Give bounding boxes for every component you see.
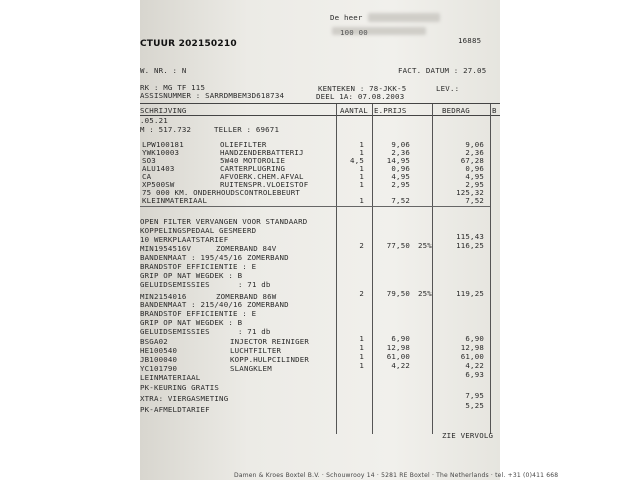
part-amount: 9,06 bbox=[465, 140, 484, 149]
part-code: CA bbox=[142, 172, 152, 181]
service-amount: 125,32 bbox=[456, 188, 484, 197]
header-rule bbox=[140, 103, 500, 104]
part-code: KLEINMATERIAAL bbox=[142, 196, 208, 205]
part-unit-price: 7,52 bbox=[391, 196, 410, 205]
tire-size: BANDENMAAT : 195/45/16 ZOMERBAND bbox=[140, 253, 289, 262]
tire-amount: 116,25 bbox=[456, 241, 484, 250]
part-description: LUCHTFILTER bbox=[230, 346, 282, 355]
part-unit-price: 2,36 bbox=[391, 148, 410, 157]
tire-noise-label: GELUIDSEMISSIES bbox=[140, 280, 210, 289]
work-date: .05.21 bbox=[140, 116, 168, 125]
col-quantity: AANTAL bbox=[340, 106, 368, 115]
part-quantity: 1 bbox=[359, 196, 364, 205]
partial-address-line: 100 00 bbox=[340, 28, 368, 37]
recipient-prefix: De heer bbox=[330, 13, 363, 22]
part-quantity: 1 bbox=[359, 361, 364, 370]
part-amount: 6,90 bbox=[465, 334, 484, 343]
tire-fuel-efficiency: BRANDSTOF EFFICIENTIE : E bbox=[140, 309, 257, 318]
part-description: 5W40 MOTOROLIE bbox=[220, 156, 286, 165]
tire-code: MIN1954516V bbox=[140, 244, 192, 253]
part-code: ALU1403 bbox=[142, 164, 175, 173]
part-code: XP500SW bbox=[142, 180, 175, 189]
part-quantity: 4,5 bbox=[350, 156, 364, 165]
part-description: SLANGKLEM bbox=[230, 364, 272, 373]
background-right bbox=[500, 0, 640, 480]
tire-discount: 25% bbox=[418, 241, 432, 250]
part-description: RUITENSPR.VLOEISTOF bbox=[220, 180, 309, 189]
part-amount: 2,36 bbox=[465, 148, 484, 157]
part-description: HANDZENDERBATTERIJ bbox=[220, 148, 304, 157]
part-amount: 7,52 bbox=[465, 196, 484, 205]
extra-amount: 6,93 bbox=[465, 370, 484, 379]
part-amount: 12,98 bbox=[460, 343, 484, 352]
part-code: BSGA02 bbox=[140, 337, 168, 346]
tire-quantity: 2 bbox=[359, 289, 364, 298]
part-code: LPW100181 bbox=[142, 140, 184, 149]
part-description: INJECTOR REINIGER bbox=[230, 337, 310, 346]
part-description: OLIEFILTER bbox=[220, 140, 267, 149]
invoice-title: CTUUR 202150210 bbox=[140, 39, 237, 49]
col-amount: BEDRAG bbox=[442, 106, 470, 115]
tire-fuel-efficiency: BRANDSTOF EFFICIENTIE : E bbox=[140, 262, 257, 271]
tire-wet-grip: GRIP OP NAT WEGDEK : B bbox=[140, 318, 243, 327]
part-description: KOPP.HULPCILINDER bbox=[230, 355, 310, 364]
divider-qty bbox=[336, 104, 337, 434]
tire-noise-value: : 71 db bbox=[238, 280, 271, 289]
part-code: YWK10003 bbox=[142, 148, 180, 157]
part-code: YC101790 bbox=[140, 364, 178, 373]
car-model: RK : MG TF 115 bbox=[140, 83, 206, 92]
extra-label: XTRA: VIERGASMETING bbox=[140, 394, 229, 403]
extra-label: LEINMATERIAAL bbox=[140, 373, 201, 382]
col-description: SCHRIJVING bbox=[140, 106, 187, 115]
extra-label: PK-KEURING GRATIS bbox=[140, 383, 220, 392]
part-amount: 4,22 bbox=[465, 361, 484, 370]
tire-amount: 119,25 bbox=[456, 289, 484, 298]
invoice-paper bbox=[140, 0, 559, 480]
service-description: 75 000 KM. ONDERHOUDSCONTROLEBEURT bbox=[142, 188, 301, 197]
col-vat: B bbox=[492, 106, 497, 115]
labour-amount: 115,43 bbox=[456, 232, 484, 241]
part-unit-price: 14,95 bbox=[386, 156, 410, 165]
part-amount: 2,95 bbox=[465, 180, 484, 189]
background-left bbox=[0, 0, 140, 480]
mileage: M : 517.732 bbox=[140, 125, 192, 134]
redacted-name bbox=[368, 13, 440, 22]
tire-noise-label: GELUIDSEMISSIES bbox=[140, 327, 210, 336]
divider-vat bbox=[490, 104, 491, 434]
tire-discount: 25% bbox=[418, 289, 432, 298]
part-quantity: 1 bbox=[359, 352, 364, 361]
tire-quantity: 2 bbox=[359, 241, 364, 250]
part-unit-price: 6,90 bbox=[391, 334, 410, 343]
part-code: JB100040 bbox=[140, 355, 178, 364]
part-quantity: 1 bbox=[359, 148, 364, 157]
extra-label: PK-AFMELDTARIEF bbox=[140, 405, 210, 414]
part-quantity: 1 bbox=[359, 180, 364, 189]
column-header-rule bbox=[140, 115, 500, 116]
btw-number: W. NR. : N bbox=[140, 66, 187, 75]
part-unit-price: 12,98 bbox=[386, 343, 410, 352]
tire-unit-price: 79,50 bbox=[386, 289, 410, 298]
part-description: CARTERPLUGRING bbox=[220, 164, 286, 173]
part-unit-price: 0,96 bbox=[391, 164, 410, 173]
part-amount: 67,28 bbox=[460, 156, 484, 165]
part-amount: 4,95 bbox=[465, 172, 484, 181]
tire-unit-price: 77,50 bbox=[386, 241, 410, 250]
divider-amount bbox=[432, 104, 433, 434]
part-unit-price: 61,00 bbox=[386, 352, 410, 361]
part-quantity: 1 bbox=[359, 140, 364, 149]
block-rule bbox=[140, 206, 490, 207]
delivery-label: LEV.: bbox=[436, 84, 460, 93]
part-quantity: 1 bbox=[359, 343, 364, 352]
col-unit-price: E.PRIJS bbox=[374, 106, 407, 115]
company-address: Damen & Kroes Boxtel B.V. · Schouwrooy 14 · 5281 RE Boxtel · The Netherlands · tel. +31 (0)411 668 bbox=[234, 472, 559, 479]
part-code: SO3 bbox=[142, 156, 156, 165]
part-unit-price: 4,22 bbox=[391, 361, 410, 370]
part-quantity: 1 bbox=[359, 164, 364, 173]
work-line: KOPPELINGSPEDAAL GESMEERD bbox=[140, 226, 257, 235]
continued-note: ZIE VERVOLG bbox=[442, 431, 494, 440]
part-unit-price: 4,95 bbox=[391, 172, 410, 181]
invoice-date: FACT. DATUM : 27.05 bbox=[398, 66, 487, 75]
customer-number: 16885 bbox=[458, 36, 482, 45]
tire-code: MIN2154016 bbox=[140, 292, 187, 301]
tire-description: ZOMERBAND 86W bbox=[216, 292, 277, 301]
part-unit-price: 2,95 bbox=[391, 180, 410, 189]
tire-size: BANDENMAAT : 215/40/16 ZOMERBAND bbox=[140, 300, 289, 309]
part-code: HE100540 bbox=[140, 346, 178, 355]
tire-description: ZOMERBAND 84V bbox=[216, 244, 277, 253]
part-unit-price: 9,06 bbox=[391, 140, 410, 149]
tire-wet-grip: GRIP OP NAT WEGDEK : B bbox=[140, 271, 243, 280]
part-amount: 61,00 bbox=[460, 352, 484, 361]
tire-noise-value: : 71 db bbox=[238, 327, 271, 336]
license-plate: KENTEKEN : 78-JKK-5 bbox=[318, 84, 407, 93]
extra-amount: 5,25 bbox=[465, 401, 484, 410]
part-quantity: 1 bbox=[359, 334, 364, 343]
odometer: TELLER : 69671 bbox=[214, 125, 280, 134]
part-quantity: 1 bbox=[359, 172, 364, 181]
part-amount: 0,96 bbox=[465, 164, 484, 173]
part-description: AFVOERK.CHEM.AFVAL bbox=[220, 172, 304, 181]
labour-rate: 10 WERKPLAATSTARIEF bbox=[140, 235, 229, 244]
divider-price bbox=[372, 104, 373, 434]
extra-amount: 7,95 bbox=[465, 391, 484, 400]
registration-date: DEEL 1A: 07.08.2003 bbox=[316, 92, 405, 101]
work-line: OPEN FILTER VERVANGEN VOOR STANDAARD bbox=[140, 217, 308, 226]
chassis-number: ASSISNUMMER : SARRDMBEM3D618734 bbox=[140, 91, 285, 100]
